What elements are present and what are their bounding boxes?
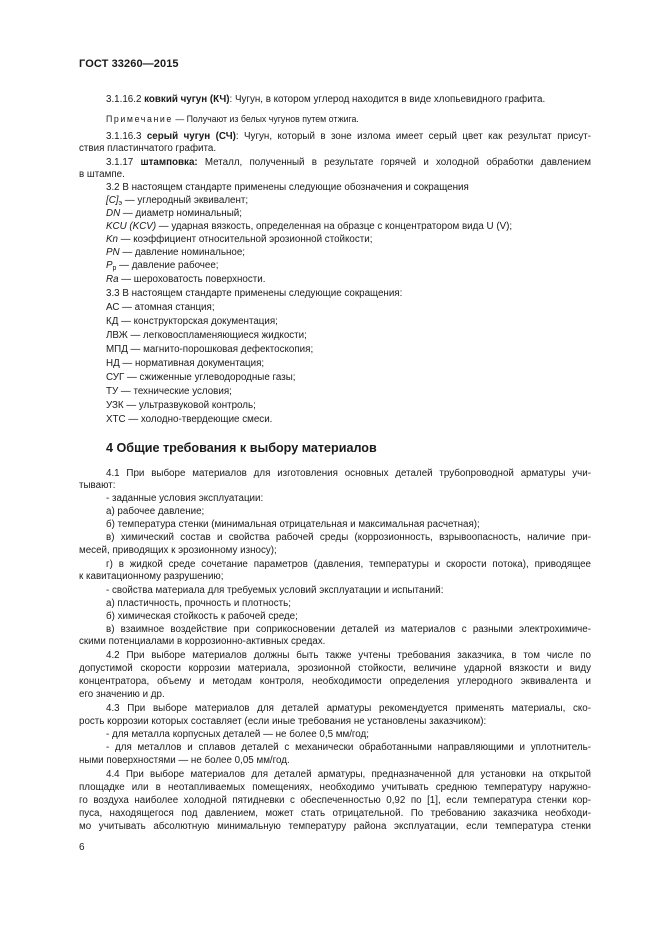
term-definition: Металл, полученный в результате горячей и холодной обработки давлением	[197, 157, 591, 168]
term-definition: : Чугун, который в зоне излома имеет серый цвет как результат присут-	[235, 131, 591, 142]
paragraph-line: 4.2 При выборе материалов должны быть также учтены требования заказчика, в том числе по	[106, 650, 591, 661]
term-3-1-16-2	[106, 94, 591, 106]
paragraph-line: концентратора, объему и методам контроля, необходимости определения углеродного эквивалента и	[79, 676, 591, 687]
symbol-description: — углеродный эквивалент;	[122, 195, 249, 206]
symbol-description: — ударная вязкость, определенная на образце с концентратором вида U (V);	[156, 221, 513, 232]
abbreviation-item: АС — атомная станция;	[106, 302, 215, 313]
symbol: KCU (KCV)	[106, 221, 157, 232]
symbol-description: — шероховатость поверхности.	[118, 274, 266, 285]
paragraph-line: - свойства материала для требуемых условий эксплуатации и испытаний:	[106, 585, 444, 596]
paragraph-line: б) температура стенки (минимальная отрицательная и максимальная расчетная);	[106, 519, 480, 530]
term-name: штамповка:	[140, 157, 198, 168]
paragraph-line: мо учитывать абсолютную минимальную температуру района эксплуатации, если температура стенки	[79, 821, 591, 832]
symbol-subscript: р	[112, 265, 117, 272]
symbol-item	[106, 234, 591, 246]
term-definition-continued: в штампе.	[79, 169, 125, 180]
paragraph-line: г) в жидкой среде сочетание параметров (давления, температуры и скорости потока), приводящее	[106, 559, 591, 570]
note	[106, 113, 591, 125]
paragraph-line: в) химический состав и свойства рабочей среды (коррозионность, взрывоопасность, наличие при-	[106, 532, 591, 543]
paragraph-line: площадке или в неотапливаемых помещениях, необходимо учитывать среднюю температуру наружно-	[79, 782, 591, 793]
symbol: Kn	[106, 234, 118, 245]
abbreviation-item: УЗК — ультразвуковой контроль;	[106, 400, 256, 411]
paragraph-line: к кавитационному разрушению;	[79, 571, 224, 582]
abbreviation-item: СУГ — сжиженные углеводородные газы;	[106, 372, 296, 383]
symbol-subscript: э	[118, 200, 123, 207]
note-text: — Получают из белых чугунов путем отжига.	[172, 114, 359, 124]
abbreviation-item: ХТС — холодно-твердеющие смеси.	[106, 414, 273, 425]
paragraph-line: а) рабочее давление;	[106, 506, 205, 517]
term-name: серый чугун (СЧ)	[146, 131, 236, 142]
paragraph-line: го воздуха наиболее холодной пятидневки с обеспеченностью 0,92 по [1], если температура стенки кор-	[79, 795, 591, 806]
abbreviation-item: НД — нормативная документация;	[106, 358, 265, 369]
symbol-item	[106, 260, 591, 272]
paragraph-line: 4.1 При выборе материалов для изготовления основных деталей трубопроводной арматуры учи-	[106, 468, 591, 479]
paragraph-line: ными поверхностями — не более 0,05 мм/год.	[79, 755, 290, 766]
paragraph-line: 4.4 При выборе материалов для деталей арматуры, предназначенной для установки на открытой	[106, 769, 591, 780]
paragraph-line: 4.3 При выборе материалов для деталей арматуры рекомендуется применять материалы, ско-	[106, 703, 591, 714]
paragraph-line: его значению и др.	[79, 689, 165, 700]
note-label: Примечание	[106, 114, 173, 124]
paragraph-line: скими потенциалами в коррозионно-активных средах.	[79, 636, 326, 647]
term-number: 3.1.16.3	[106, 131, 147, 142]
paragraph-line: пуса, находящегося под давлением, может стать отрицательной. По требованию заказчика необходи-	[79, 808, 591, 819]
symbol-description: — давление номинальное;	[119, 247, 246, 258]
term-3-1-17	[106, 157, 591, 169]
symbol: Ra	[106, 274, 119, 285]
symbol: P	[106, 260, 113, 271]
document-header: ГОСТ 33260—2015	[79, 58, 179, 70]
symbol: DN	[106, 208, 121, 219]
symbol-description: — давление рабочее;	[116, 260, 219, 271]
abbreviation-item: МПД — магнито-порошковая дефектоскопия;	[106, 344, 314, 355]
paragraph-line: б) химическая стойкость к рабочей среде;	[106, 611, 298, 622]
paragraph-line: - заданные условия эксплуатации:	[106, 493, 264, 504]
symbol: PN	[106, 247, 120, 258]
abbreviations-intro: 3.3 В настоящем стандарте применены следующие сокращения:	[106, 288, 403, 299]
abbreviation-item: КД — конструкторская документация;	[106, 316, 278, 327]
paragraph-line: месей, приводящих к эрозионному износу);	[79, 545, 277, 556]
page-number: 6	[79, 842, 85, 853]
symbol-item	[106, 247, 591, 259]
paragraph-line: рость коррозии которых составляет (если иные требования не установлены заказчиком):	[79, 716, 487, 727]
symbol-item	[106, 195, 591, 207]
symbol-description: — коэффициент относительной эрозионной стойкости;	[117, 234, 373, 245]
paragraph-line: тывают:	[79, 480, 116, 491]
paragraph-line: в) взаимное воздействие при соприкосновении деталей из материалов с разными электрохимиче-	[106, 624, 591, 635]
paragraph-line: - для металлов и сплавов деталей с механически обработанными направляющими и уплотнитель-	[106, 742, 591, 753]
paragraph-line: а) пластичность, прочность и плотность;	[106, 598, 291, 609]
symbol-item	[106, 208, 591, 220]
symbol-description: — диаметр номинальный;	[120, 208, 242, 219]
symbol-item	[106, 274, 591, 286]
symbol-item	[106, 221, 591, 233]
paragraph-line: - для металла корпусных деталей — не более 0,5 мм/год;	[106, 729, 369, 740]
abbreviation-item: ЛВЖ — легковоспламеняющиеся жидкости;	[106, 330, 307, 341]
section-heading: 4 Общие требования к выбору материалов	[106, 441, 377, 455]
paragraph-line: допустимой скорости коррозии материала, эрозионной стойкости, величине ударной вязкости и виду	[79, 663, 591, 674]
term-3-1-16-3	[106, 131, 591, 143]
abbreviation-item: ТУ — технические условия;	[106, 386, 232, 397]
symbols-intro: 3.2 В настоящем стандарте применены следующие обозначения и сокращения	[106, 182, 469, 193]
term-number: 3.1.17	[106, 157, 141, 168]
term-definition: : Чугун, в котором углерод находится в виде хлопьевидного графита.	[229, 94, 546, 105]
term-name: ковкий чугун (КЧ)	[144, 94, 230, 105]
symbol: [C]	[106, 195, 119, 206]
term-number: 3.1.16.2	[106, 94, 145, 105]
term-definition-continued: ствия пластинчатого графита.	[79, 143, 217, 154]
